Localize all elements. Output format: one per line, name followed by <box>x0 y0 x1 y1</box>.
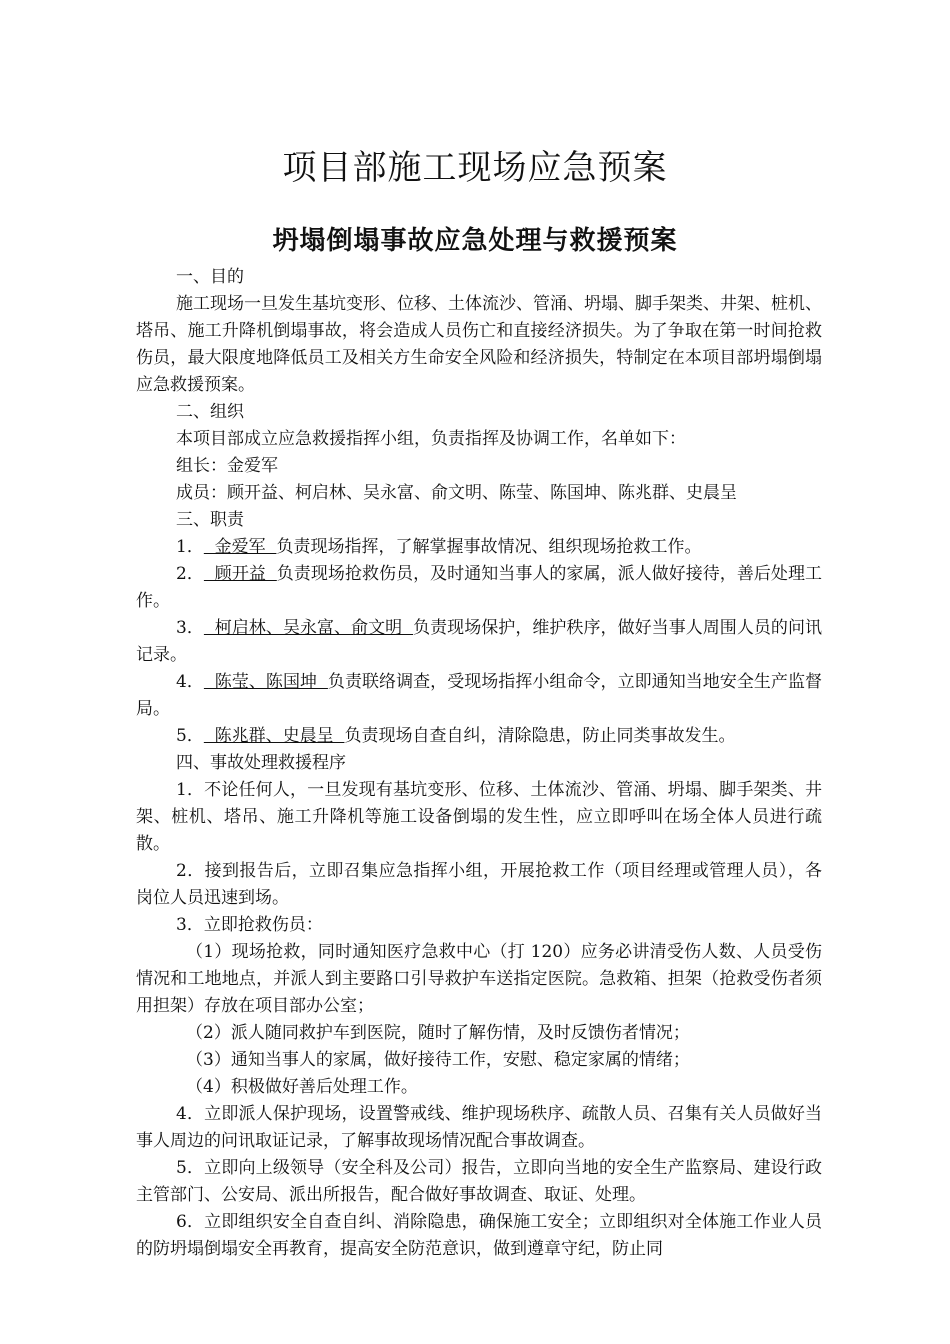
duty-names: 陈兆群、史晨呈 <box>203 726 345 746</box>
purpose-paragraph: 施工现场一旦发生基坑变形、位移、土体流沙、管涌、坍塌、脚手架类、井架、桩机、塔吊、施工升降机倒塌事故，将会造成人员伤亡和直接经济损失。为了争取在第一时间抢救伤员，最大限度地降低员工及相关方生命安全风险和经济损失，特制定在本项目部坍塌倒塌应急救援预案。 <box>136 294 822 395</box>
organization-members: 成员：顾开益、柯启林、吴永富、俞文明、陈莹、陈国坤、陈兆群、史晨呈 <box>176 483 737 503</box>
procedure-subitem: （1）现场抢救，同时通知医疗急救中心（打 120）应务必讲清受伤人数、人员受伤情况和工地地点，并派人到主要路口引导救护车送指定医院。急救箱、担架（抢救受伤者须用担架）存放在项目部办公室； <box>136 942 822 1016</box>
procedure-paragraph: 4．立即派人保护现场，设置警戒线、维护现场秩序、疏散人员、召集有关人员做好当事人周边的问讯取证记录，了解事故现场情况配合事故调查。 <box>136 1104 822 1151</box>
procedure-subitem: （4）积极做好善后处理工作。 <box>186 1077 418 1097</box>
duty-item: 1． 金爱军 负责现场指挥，了解掌握事故情况、组织现场抢救工作。 <box>176 537 702 557</box>
duty-names: 顾开益 <box>203 564 277 584</box>
duty-names: 陈莹、陈国坤 <box>203 672 328 692</box>
organization-leader: 组长：金爱军 <box>176 456 278 476</box>
section-heading-purpose: 一、目的 <box>176 267 244 287</box>
duty-item: 2． 顾开益 负责现场抢救伤员，及时通知当事人的家属，派人做好接待，善后处理工作。 <box>136 564 822 611</box>
section-heading-procedure: 四、事故处理救援程序 <box>176 753 346 773</box>
document-title: 项目部施工现场应急预案 <box>282 148 668 188</box>
procedure-paragraph: 5．立即向上级领导（安全科及公司）报告，立即向当地的安全生产监察局、建设行政主管部门、公安局、派出所报告，配合做好事故调查、取证、处理。 <box>136 1158 822 1205</box>
duty-item: 5． 陈兆群、史晨呈 负责现场自查自纠，清除隐患，防止同类事故发生。 <box>176 726 736 746</box>
document-subtitle: 坍塌倒塌事故应急处理与救援预案 <box>272 226 678 256</box>
document-body <box>136 264 822 1263</box>
procedure-paragraph: 1．不论任何人，一旦发现有基坑变形、位移、土体流沙、管涌、坍塌、脚手架类、井架、桩机、塔吊、施工升降机等施工设备倒塌的发生性，应立即呼叫在场全体人员进行疏散。 <box>136 780 822 854</box>
procedure-subitem: （3）通知当事人的家属，做好接待工作，安慰、稳定家属的情绪； <box>186 1050 690 1070</box>
duty-item: 4． 陈莹、陈国坤 负责联络调查，受现场指挥小组命令，立即通知当地安全生产监督局。 <box>136 672 823 719</box>
procedure-paragraph: 6．立即组织安全自查自纠、消除隐患，确保施工安全；立即组织对全体施工作业人员的防坍塌倒塌安全再教育，提高安全防范意识，做到遵章守纪，防止同 <box>136 1212 822 1259</box>
duty-names: 金爱军 <box>203 537 277 557</box>
procedure-paragraph: 3．立即抢救伤员： <box>176 915 323 935</box>
organization-intro: 本项目部成立应急救援指挥小组，负责指挥及协调工作，名单如下： <box>176 429 686 449</box>
procedure-paragraph: 2．接到报告后，立即召集应急指挥小组，开展抢救工作（项目经理或管理人员），各岗位人员迅速到场。 <box>136 861 822 908</box>
duty-names: 柯启林、吴永富、俞文明 <box>203 618 414 638</box>
duty-item: 3． 柯启林、吴永富、俞文明 负责现场保护，维护秩序，做好当事人周围人员的问讯记录。 <box>136 618 822 665</box>
section-heading-duties: 三、职责 <box>176 510 244 530</box>
section-heading-organization: 二、组织 <box>176 402 244 422</box>
procedure-subitem: （2）派人随同救护车到医院，随时了解伤情，及时反馈伤者情况； <box>186 1023 690 1043</box>
